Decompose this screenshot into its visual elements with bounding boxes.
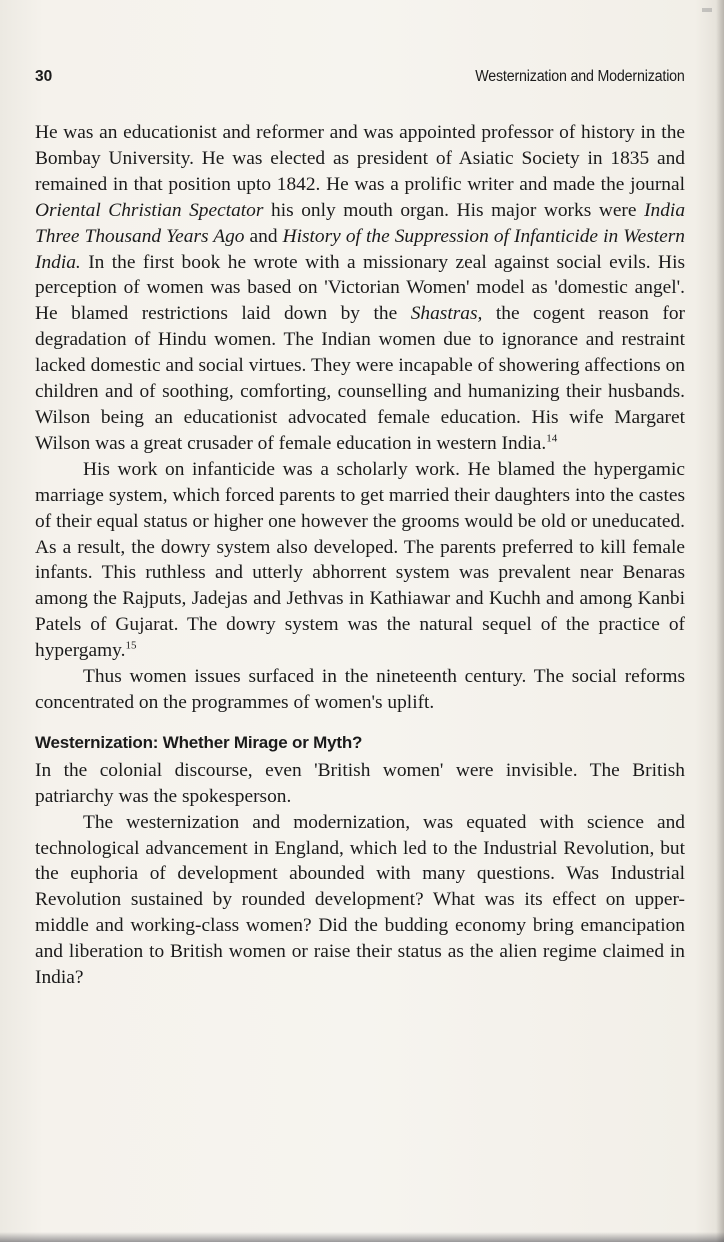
text-run: His work on infanticide was a scholarly work. He blamed the hypergamic marriage system, which forced parents to get married their daughters into the castes of their equal status or higher one however the grooms would be old or uneducated. As a result, the dowry system also developed. The parents preferred to kill female infants. This ruthless and utterly abhorrent system was prevalent near Benaras among the Rajputs, Jadejas and Jethvas in Kathiawar and Kuchh and among Kanbi Patels of Gujarat. The dowry system was the natural sequel of the practice of hypergamy. <box>35 458 685 662</box>
italic-text: India Three Thousand Years Ago <box>35 199 686 247</box>
text-run: and <box>244 225 283 247</box>
paragraph <box>35 457 685 664</box>
italic-text: History of the Suppression of Infanticide in Western India. <box>35 225 685 273</box>
scan-mark <box>702 8 712 12</box>
text-run: The westernization and modernization, was equated with science and technological advancement in England, which led to the Industrial Revolution, but the euphoria of development abounded with many questions. Was Industrial Revolution sustained by rounded development? What was its effect on upper-middle and working-class women? Did the budding economy bring emancipation and liberation to British women or raise their status as the alien regime claimed in India? <box>35 811 685 989</box>
running-head: Westernization and Modernization <box>475 68 685 85</box>
italic-text: Shastras, <box>410 303 483 325</box>
text-run: Westernization: Whether Mirage or Myth? <box>35 732 363 752</box>
italic-text: Oriental Christian Spectator <box>35 199 264 221</box>
text-run: Thus women issues surfaced in the nineteenth century. The social reforms concentrated on the programmes of women's uplift. <box>35 666 685 713</box>
section-heading <box>35 731 685 755</box>
body-text <box>35 120 685 991</box>
text-run: In the first book he wrote with a missionary zeal against social evils. His perception of women was based on 'Victorian Women' model as 'domestic angel'. He blamed restrictions laid down by the <box>35 251 685 325</box>
footnote-ref: 15 <box>125 639 137 652</box>
page-edge-shadow <box>716 0 724 1242</box>
footnote-ref: 14 <box>546 432 558 445</box>
text-run: In the colonial discourse, even 'British women' were invisible. The British patriarchy was the spokesperson. <box>35 759 685 807</box>
page-bottom-edge <box>0 1232 724 1242</box>
paragraph <box>35 810 685 991</box>
page-number: 30 <box>35 68 53 85</box>
paragraph <box>35 758 685 810</box>
paragraph <box>35 120 685 457</box>
page-header <box>35 68 685 92</box>
text-run: the cogent reason for degradation of Hindu women. The Indian women due to ignorance and restraint lacked domestic and social virtues. They were incapable of showering affections on children and of soothing, comforting, counselling and humanizing their husbands. Wilson being an educationist advocated female education. His wife Margaret Wilson was a great crusader of female education in western India. <box>35 303 685 454</box>
paragraph <box>35 664 685 716</box>
text-run: He was an educationist and reformer and was appointed professor of history in the Bombay University. He was elected as president of Asiatic Society in 1835 and remained in that position upto 1842. He was a prolific writer and made the journal <box>35 122 685 195</box>
text-run: his only mouth organ. His major works were <box>263 199 645 221</box>
